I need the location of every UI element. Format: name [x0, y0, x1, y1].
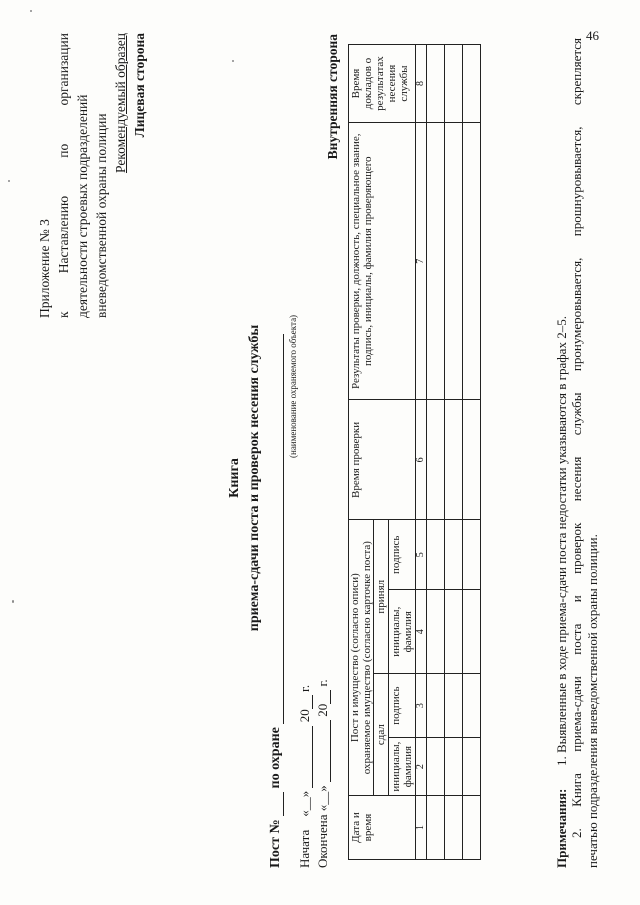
header-handed-initials: инициалы, фамилия	[389, 738, 416, 796]
end-label: Окончена	[315, 814, 330, 868]
appendix-title: Приложение № 3	[37, 219, 52, 318]
note-1: 1. Выявленные в ходе приема-сдачи поста недостатки указываются в графах 2–5.	[554, 316, 569, 766]
empty-cell[interactable]	[445, 400, 463, 520]
empty-cell[interactable]	[463, 45, 481, 123]
appendix-word: организации	[56, 33, 71, 106]
column-number: 5	[416, 520, 427, 590]
object-caption: (наименование охраняемого объекта)	[288, 314, 298, 458]
empty-cell[interactable]	[445, 738, 463, 796]
guard-label: по охране	[268, 727, 283, 789]
empty-cell[interactable]	[445, 45, 463, 123]
scan-speck	[8, 180, 10, 182]
start-label: Начата	[297, 829, 312, 868]
object-name-blank	[267, 334, 284, 724]
post-line	[267, 334, 284, 868]
recommended-sample-label: Рекомендуемый образец	[113, 33, 128, 174]
empty-cell[interactable]	[427, 674, 445, 738]
header-handed-signature: подпись	[389, 674, 416, 738]
appendix-word: по	[56, 143, 71, 158]
appendix-line-4: вневедомственной охраны полиции	[94, 113, 109, 318]
empty-cell[interactable]	[463, 520, 481, 590]
start-date-line	[295, 679, 313, 868]
start-year-blank	[295, 695, 313, 709]
start-month-blank	[295, 726, 313, 788]
header-report-time: Время докладов о результатах несения службы	[349, 45, 416, 123]
header-received: принял	[374, 520, 389, 674]
empty-cell[interactable]	[427, 400, 445, 520]
scan-speck	[30, 10, 32, 12]
header-handed-over: сдал	[374, 674, 389, 796]
empty-cell[interactable]	[463, 400, 481, 520]
end-year-suffix: г.	[315, 679, 330, 687]
header-date-time: Дата и время	[349, 796, 416, 860]
header-check-results: Результаты проверки, должность, специальное звание, подпись, инициалы, фамилия проверяющего	[349, 123, 416, 400]
empty-cell[interactable]	[445, 520, 463, 590]
empty-cell[interactable]	[427, 520, 445, 590]
front-side-label: Лицевая сторона	[132, 33, 147, 138]
empty-cell[interactable]	[427, 45, 445, 123]
start-year: 20	[297, 709, 312, 723]
end-year-blank	[313, 690, 331, 704]
post-number-blank	[267, 792, 284, 816]
empty-cell[interactable]	[463, 796, 481, 860]
post-label: Пост №	[268, 819, 283, 868]
header-check-time: Время проверки	[349, 400, 416, 520]
empty-cell[interactable]	[427, 590, 445, 674]
empty-cell[interactable]	[445, 674, 463, 738]
end-day: «__»	[315, 785, 330, 812]
empty-cell[interactable]	[427, 123, 445, 400]
book-subtitle: приема-сдачи поста и проверок несения службы	[247, 324, 262, 632]
header-post-property	[349, 520, 374, 796]
header-received-signature: подпись	[389, 520, 416, 590]
empty-cell[interactable]	[427, 796, 445, 860]
table-row	[445, 45, 463, 860]
header-received-initials: инициалы, фамилия	[389, 590, 416, 674]
appendix-word: к	[56, 311, 71, 318]
table-row	[463, 45, 481, 860]
journal-table	[348, 44, 481, 860]
appendix-word: Наставлению	[56, 195, 71, 274]
end-month-blank	[313, 720, 331, 782]
appendix-block	[35, 33, 149, 318]
scan-speck	[12, 600, 14, 603]
empty-cell[interactable]	[463, 674, 481, 738]
book-title: Книга	[227, 458, 242, 498]
column-number: 8	[416, 45, 427, 123]
page-number: 46	[586, 28, 599, 43]
empty-cell[interactable]	[463, 738, 481, 796]
empty-cell[interactable]	[445, 590, 463, 674]
column-number: 1	[416, 796, 427, 860]
header-post-line-2: охраняемое имущество (согласно карточке поста)	[361, 541, 373, 775]
empty-cell[interactable]	[463, 590, 481, 674]
note-2: 2. Книга приема-сдачи поста и проверок несения службы пронумеровывается, прошнуровывается, скрепляется	[569, 38, 584, 838]
header-post-line-1: Пост и имущество (согласно описи)	[349, 573, 361, 743]
start-day: «__»	[297, 790, 312, 817]
notes-heading: Примечания:	[554, 788, 569, 868]
dates-block	[295, 679, 331, 868]
table-row	[427, 45, 445, 860]
start-year-suffix: г.	[297, 684, 312, 693]
inner-side-label: Внутренняя сторона	[325, 34, 340, 160]
note-2-continuation: печатью подразделения вневедомственной охраны полиции.	[585, 534, 600, 868]
empty-cell[interactable]	[445, 123, 463, 400]
appendix-line-2	[54, 33, 73, 318]
empty-cell[interactable]	[463, 123, 481, 400]
empty-cell[interactable]	[427, 738, 445, 796]
column-number: 6	[416, 400, 427, 520]
empty-cell[interactable]	[445, 796, 463, 860]
column-number: 2	[416, 738, 427, 796]
appendix-line-3: деятельности строевых подразделений	[75, 94, 90, 318]
column-number: 7	[416, 123, 427, 400]
end-year: 20	[315, 703, 330, 717]
column-number: 4	[416, 590, 427, 674]
end-date-line	[313, 679, 331, 868]
column-number: 3	[416, 674, 427, 738]
